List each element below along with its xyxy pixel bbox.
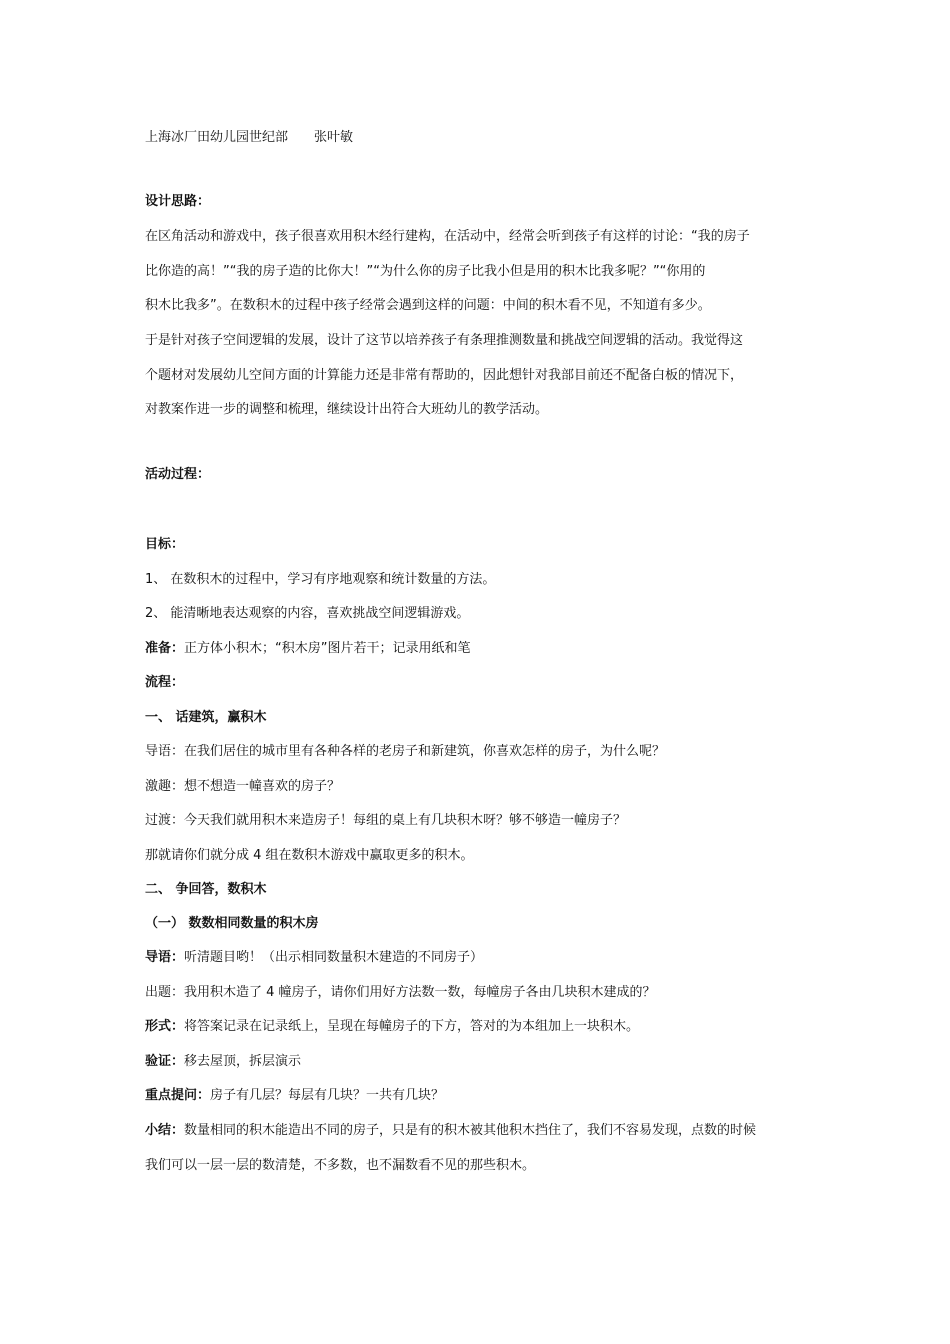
key-question-label: 重点提问： (145, 1088, 211, 1103)
summary-text: 数量相同的积木能造出不同的房子，只是有的积木被其他积木挡住了，我们不容易发现，点数的时候 (184, 1123, 757, 1138)
design-paragraph-1-line-2: 比你造的高！”“我的房子造的比你大！”“为什么你的房子比我小但是用的积木比我多呢？”“你用的 (145, 264, 706, 279)
design-paragraph-2-line-2: 个题材对发展幼儿空间方面的计算能力还是非常有帮助的，因此想针对我部目前还不配备白板的情况下， (145, 368, 744, 383)
subsection-1-key-question (145, 1086, 444, 1106)
verify-label: 验证： (145, 1054, 185, 1069)
section-1-intro: 导语：在我们居住的城市里有各种各样的老房子和新建筑，你喜欢怎样的房子，为什么呢？ (145, 744, 666, 759)
subsection-1-title: （一） 数数相同数量的积木房 (145, 916, 319, 931)
design-paragraph-1-line-1: 在区角活动和游戏中，孩子很喜欢用积木经行建构，在活动中，经常会听到孩子有这样的讨论：“我的房子 (145, 229, 750, 244)
goals-heading: 目标： (145, 537, 185, 552)
form-text: 将答案记录在记录纸上，呈现在每幢房子的下方，答对的为本组加上一块积木。 (184, 1019, 640, 1034)
preparation-label: 准备： (145, 641, 185, 656)
author-name: 张叶敏 (314, 130, 354, 145)
subsection-1-form (145, 1017, 639, 1037)
design-paragraph-1-line-3: 积木比我多”。在数积木的过程中孩子经常会遇到这样的问题：中间的积木看不见，不知道有多少。 (145, 298, 711, 313)
form-label: 形式： (145, 1019, 185, 1034)
subsection-1-summary-line-2: 我们可以一层一层的数清楚，不多数，也不漏数看不见的那些积木。 (145, 1158, 536, 1173)
goal-item-2: 2、 能清晰地表达观察的内容，喜欢挑战空间逻辑游戏。 (145, 606, 470, 621)
design-paragraph-2-line-1: 于是针对孩子空间逻辑的发展，设计了这节以培养孩子有条理推测数量和挑战空间逻辑的活动。我觉得这 (145, 333, 744, 348)
school-name: 上海冰厂田幼儿园世纪部 (145, 130, 289, 145)
preparation-text: 正方体小积木；“积木房”图片若干；记录用纸和笔 (184, 641, 471, 656)
design-paragraph-2-line-3: 对教案作进一步的调整和梳理，继续设计出符合大班幼儿的教学活动。 (145, 402, 549, 417)
process-heading: 活动过程： (145, 467, 211, 482)
flow-heading: 流程： (145, 675, 185, 690)
section-2-title: 二、 争回答，数积木 (145, 882, 267, 897)
subsection-1-question: 出题：我用积木造了 4 幢房子，请你们用好方法数一数，每幢房子各由几块积木建成的？ (145, 985, 656, 1000)
section-1-transition: 过渡：今天我们就用积木来造房子！每组的桌上有几块积木呀？够不够造一幢房子？ (145, 813, 627, 828)
subsection-1-verify (145, 1052, 301, 1072)
section-1-title: 一、 话建筑，赢积木 (145, 710, 267, 725)
byline (145, 128, 353, 148)
section-1-motivate: 激趣：想不想造一幢喜欢的房子？ (145, 779, 341, 794)
preparation-line (145, 639, 471, 659)
summary-label: 小结： (145, 1123, 185, 1138)
design-heading: 设计思路： (145, 194, 211, 209)
goal-item-1: 1、 在数积木的过程中，学习有序地观察和统计数量的方法。 (145, 572, 496, 587)
key-question-text: 房子有几层？每层有几块？一共有几块？ (210, 1088, 445, 1103)
intro-label: 导语： (145, 950, 185, 965)
intro-text: 听清题目哟！（出示相同数量积木建造的不同房子） (184, 950, 484, 965)
verify-text: 移去屋顶，拆层演示 (184, 1054, 302, 1069)
section-1-groups: 那就请你们就分成 4 组在数积木游戏中赢取更多的积木。 (145, 848, 474, 863)
subsection-1-summary (145, 1121, 756, 1141)
subsection-1-intro (145, 948, 483, 968)
